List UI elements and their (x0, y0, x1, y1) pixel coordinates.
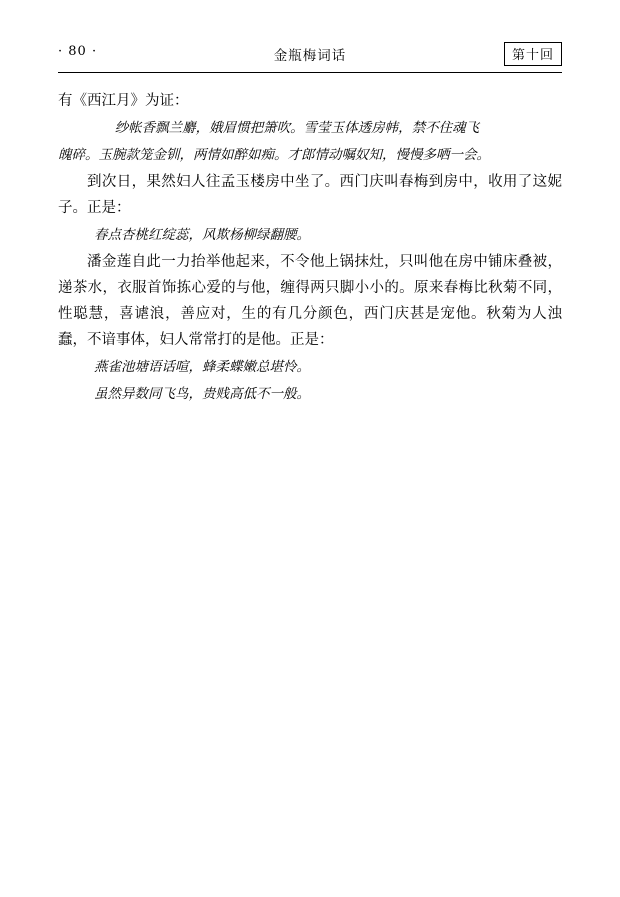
page-body (58, 88, 562, 408)
paragraph-next-day: 到次日，果然妇人往孟玉楼房中坐了。西门庆叫春梅到房中，收用了这妮子。正是： (58, 174, 562, 216)
verse-line-2: 春点杏桃红绽蕊，风欺杨柳绿翻腰。 (94, 227, 310, 243)
paragraph-intro: 有《西江月》为证： (58, 93, 189, 109)
header-divider (58, 72, 562, 73)
page-number: · 80 · (58, 44, 98, 59)
paragraph-panjinlian: 潘金莲自此一力抬举他起来，不令他上锅抹灶，只叫他在房中铺床叠被，递茶水，衣服首饰拣心爱的与他，缠得两只脚小小的。原来春梅比秋菊不同，性聪慧，喜谑浪，善应对，生的有几分颜色，西门庆甚是宠他。秋菊为人浊蠢，不谙事体，妇人常常打的是他。正是： (58, 254, 562, 348)
chapter-label: 第十回 (504, 42, 562, 66)
verse-line-4: 虽然异数同飞鸟，贵贱高低不一般。 (94, 386, 310, 402)
book-title: 金瓶梅词话 (273, 48, 347, 64)
verse-line-3: 燕雀池塘语话喧，蜂柔蝶嫩总堪怜。 (94, 359, 310, 375)
verse-line-1b: 魄碎。玉腕款笼金钏，两情如醉如痴。才郎情动嘱奴知，慢慢多哂一会。 (58, 147, 490, 163)
verse-line-1a: 纱帐香飘兰麝，娥眉惯把箫吹。雪莹玉体透房帏，禁不住魂飞 (114, 120, 480, 136)
page-header (58, 42, 562, 68)
